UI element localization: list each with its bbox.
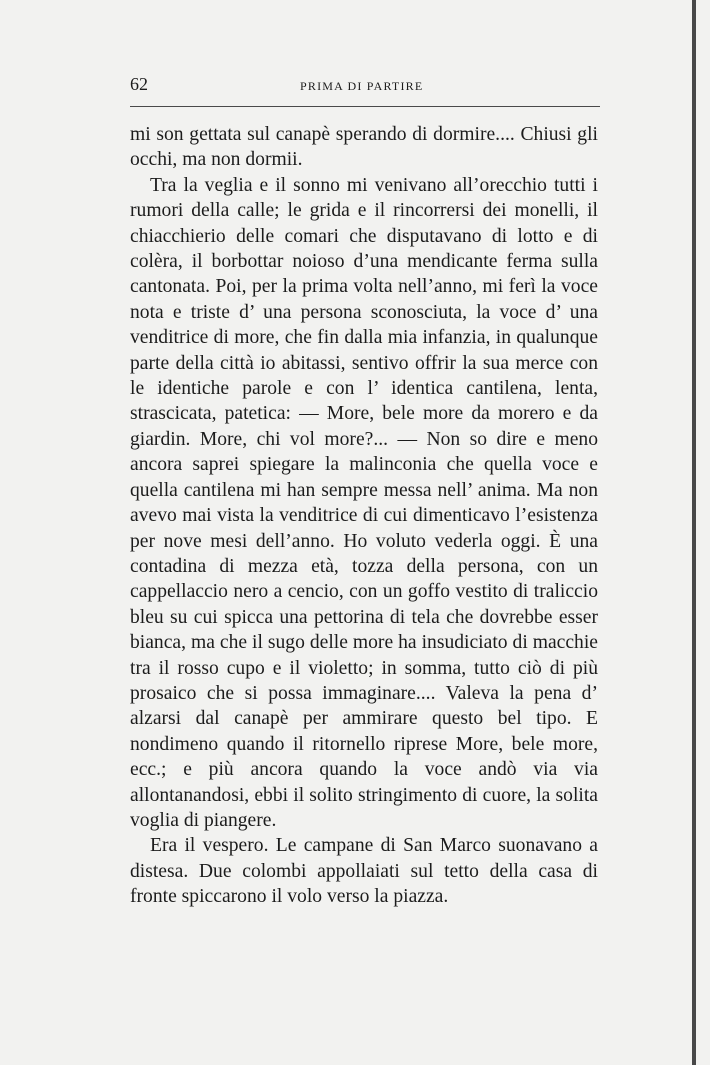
page-header: [130, 72, 592, 96]
body-text: [130, 122, 598, 910]
paragraph: Era il vespero. Le campane di San Marco suonavano a distesa. Due colombi appollaiati sul tetto della casa di fronte spiccarono il volo verso la piazza.: [130, 835, 598, 908]
header-rule: [130, 106, 600, 107]
paragraph: Tra la veglia e il sonno mi venivano all’orecchio tutti i rumori della calle; le grida e il rincorrersi dei monelli, il chiacchierio delle comari che disputavano di lotto e di colèra, il borbottar noioso d’una mendicante ferma sulla cantonata. Poi, per la prima volta nell’anno, mi ferì la voce nota e triste d’ una persona sconosciuta, la voce d’ una venditrice di more, che fin dalla mia infanzia, in qualunque parte della città io abitassi, sentivo offrir la sua merce con le identiche parole e con l’ identica cantilena, lenta, strascicata, patetica: — More, bele more da morero e da giardin. More, chi vol more?... — Non so dire e meno ancora saprei spiegare la malinconia che quella voce e quella cantilena mi han sempre messa nell’ anima. Ma non avevo mai vista la venditrice di cui dimenticavo l’esistenza per nove mesi dell’anno. Ho voluto vederla oggi. È una contadina di mezza età, tozza della persona, con un cappellaccio nero a cencio, con un goffo vestito di traliccio bleu su cui spicca una pettorina di tela che dovrebbe esser bianca, ma che il sugo delle more ha insudiciato di macchie tra il rosso cupo e il violetto; in somma, tutto ciò di più prosaico che si possa immaginare.... Valeva la pena d’ alzarsi dal canapè per ammirare questo bel tipo. E nondimeno quando il ritornello riprese More, bele more, ecc.; e più ancora quando la voce andò via via allontanandosi, ebbi il solito stringimento di cuore, la solita voglia di piangere.: [130, 174, 598, 831]
running-head: PRIMA DI PARTIRE: [300, 79, 424, 93]
page-number: 62: [130, 74, 148, 94]
paragraph: mi son gettata sul canapè sperando di dormire.... Chiusi gli occhi, ma non dormii.: [130, 124, 598, 171]
